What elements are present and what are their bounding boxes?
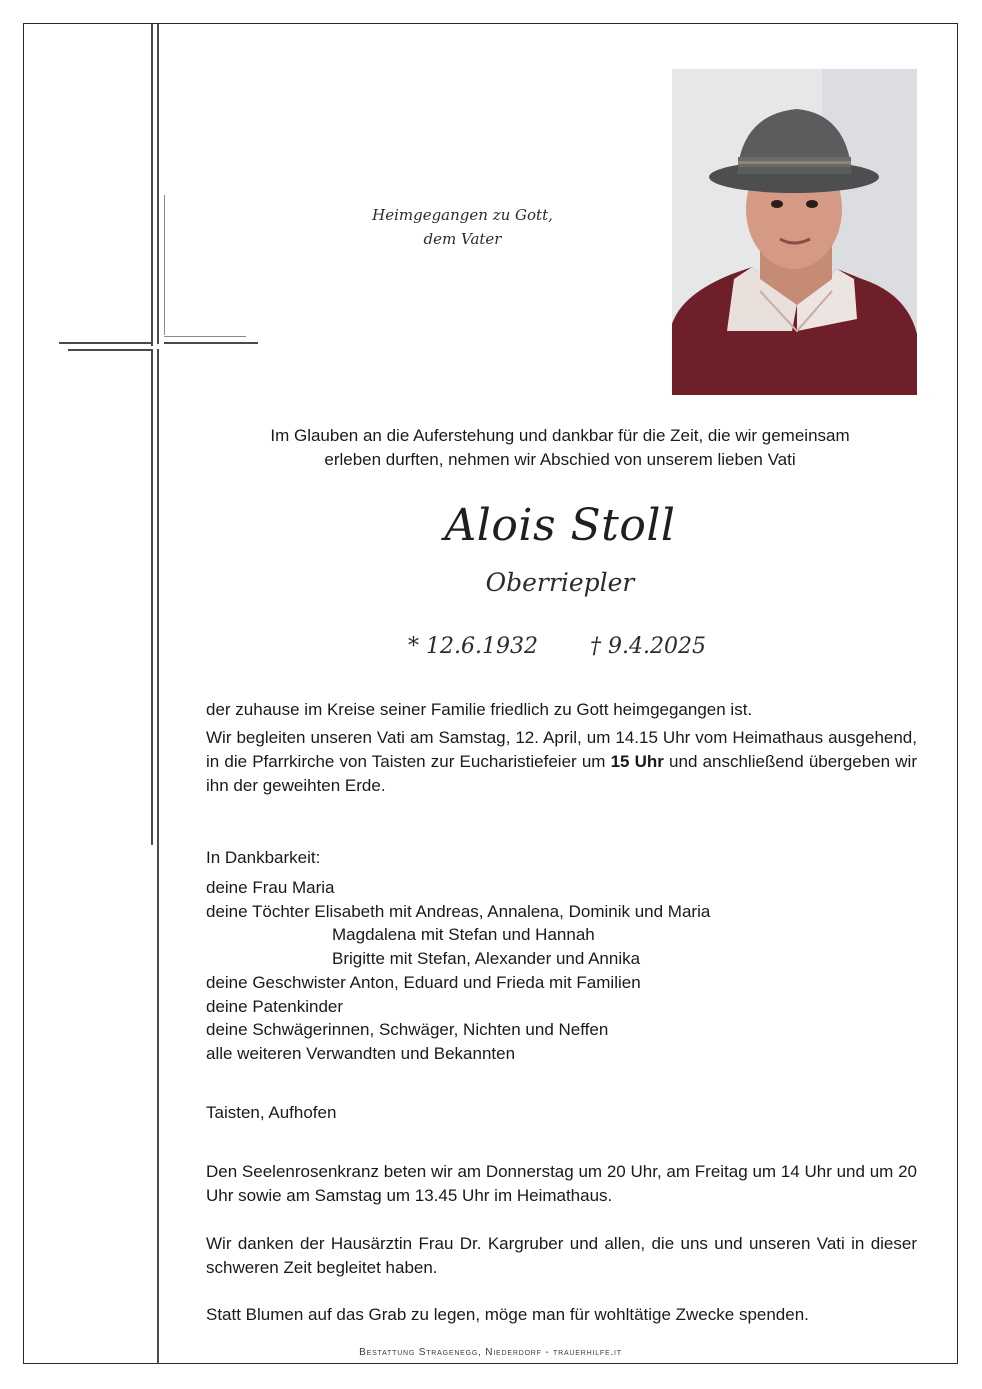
portrait-photo bbox=[672, 69, 917, 395]
gratitude-intro: In Dankbarkeit: bbox=[206, 848, 321, 867]
heading-line-1: Heimgegangen zu Gott, bbox=[372, 206, 553, 224]
list-item: deine Schwägerinnen, Schwäger, Nichten und Neffen bbox=[206, 1020, 609, 1040]
footer-credit: Bestattung Stragenegg, Niederdorf - trauerhilfe.it bbox=[359, 1347, 622, 1358]
passing-sentence: der zuhause im Kreise seiner Familie friedlich zu Gott heimgegangen ist. bbox=[206, 700, 753, 719]
intro-line-2: erleben durften, nehmen wir Abschied von unserem lieben Vati bbox=[324, 450, 796, 469]
list-item: Magdalena mit Stefan und Hannah bbox=[332, 925, 595, 945]
flowers-note: Statt Blumen auf das Grab zu legen, möge man für wohltätige Zwecke spenden. bbox=[206, 1305, 809, 1324]
rosary-note: Den Seelenrosenkranz beten wir am Donnerstag um 20 Uhr, am Freitag um 14 Uhr und um 20 Uhr sowie am Samstag um 13.45 Uhr im Heimathaus. bbox=[206, 1162, 917, 1205]
birth-date: * 12.6.1932 bbox=[408, 634, 538, 659]
location-text: Taisten, Aufhofen bbox=[206, 1103, 337, 1122]
thanks-note: Wir danken der Hausärztin Frau Dr. Kargruber und allen, die uns und unseren Vati in dieser schweren Zeit begleitet haben. bbox=[206, 1234, 917, 1277]
list-item: deine Frau Maria bbox=[206, 878, 335, 897]
funeral-text-start: Wir begleiten unseren Vati am Samstag, 12. April, um 14.15 Uhr vom Heimathaus ausgehend, in die Pfarrkirche von Taisten zur Eucharistiefeier um bbox=[206, 728, 917, 771]
heading-line-2: dem Vater bbox=[423, 230, 502, 248]
intro-line-1: Im Glauben an die Auferstehung und dankbar für die Zeit, die wir gemeinsam bbox=[270, 426, 850, 445]
main-text bbox=[206, 698, 917, 798]
deceased-name: Alois Stoll bbox=[444, 500, 676, 551]
funeral-text-end: und anschließend übergeben wir ihn der geweihten Erde. bbox=[206, 752, 917, 795]
heading-phrase bbox=[340, 203, 585, 251]
list-item: Brigitte mit Stefan, Alexander und Annika bbox=[332, 949, 641, 969]
farm-name: Oberriepler bbox=[485, 568, 635, 597]
death-date: † 9.4.2025 bbox=[590, 634, 706, 659]
intro-text bbox=[200, 424, 920, 472]
list-item: deine Patenkinder bbox=[206, 996, 344, 1016]
funeral-time-bold: 15 Uhr bbox=[610, 752, 664, 771]
list-item: deine Töchter Elisabeth mit Andreas, Annalena, Dominik und Maria bbox=[206, 901, 711, 921]
funeral-paragraph bbox=[206, 726, 917, 798]
list-item: deine Geschwister Anton, Eduard und Frieda mit Familien bbox=[206, 972, 641, 992]
list-item: alle weiteren Verwandten und Bekannten bbox=[206, 1043, 516, 1063]
family-list bbox=[206, 876, 917, 1066]
